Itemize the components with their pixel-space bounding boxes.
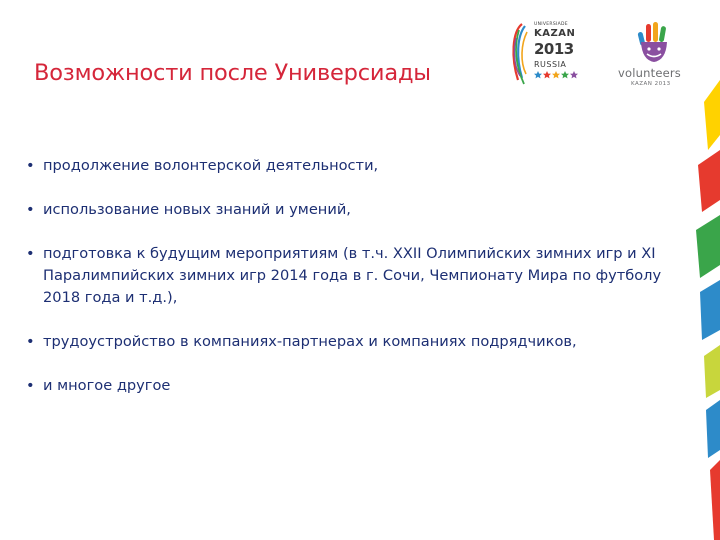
hand-smile-icon <box>636 22 672 64</box>
bullet-text: и многое другое <box>43 377 171 394</box>
volunteers-wordmark: volunteers <box>618 66 681 80</box>
year-label: 2013 <box>534 40 574 58</box>
russia-label: RUSSIA <box>534 60 567 69</box>
bullet-text: продолжение волонтерской деятельности, <box>43 157 379 174</box>
colored-stars-icon <box>534 71 578 79</box>
bullet-marker: • <box>26 333 35 350</box>
bullet-list <box>26 155 676 419</box>
bullet-marker: • <box>26 377 35 394</box>
bullet-marker: • <box>26 245 35 262</box>
bullet-item <box>26 331 676 353</box>
kazan-label: KAZAN <box>534 28 576 39</box>
slide-title: Возможности после Универсиады <box>34 60 431 86</box>
bullet-item <box>26 375 676 397</box>
bullet-marker: • <box>26 157 35 174</box>
decorative-side-stripes <box>680 0 720 540</box>
bullet-text: подготовка к будущим мероприятиям (в т.ч. XXII Олимпийских зимних игр и XI Паралимпийских зимних игр 2014 года в г. Сочи, Чемпионату Мира по футболу 2018 года и т.д.), <box>43 245 662 306</box>
bullet-text: использование новых знаний и умений, <box>43 201 351 218</box>
bullet-marker: • <box>26 201 35 218</box>
universiade-label: UNIVERSIADE <box>534 22 568 27</box>
bullet-item <box>26 243 676 309</box>
bullet-text: трудоустройство в компаниях-партнерах и компаниях подрядчиков, <box>43 333 577 350</box>
bullet-item <box>26 199 676 221</box>
volunteers-subtitle: KAZAN 2013 <box>631 81 671 87</box>
universiade-kazan-2013-logo <box>508 18 582 90</box>
bullet-item <box>26 155 676 177</box>
universiade-ribbon-icon <box>508 18 534 90</box>
